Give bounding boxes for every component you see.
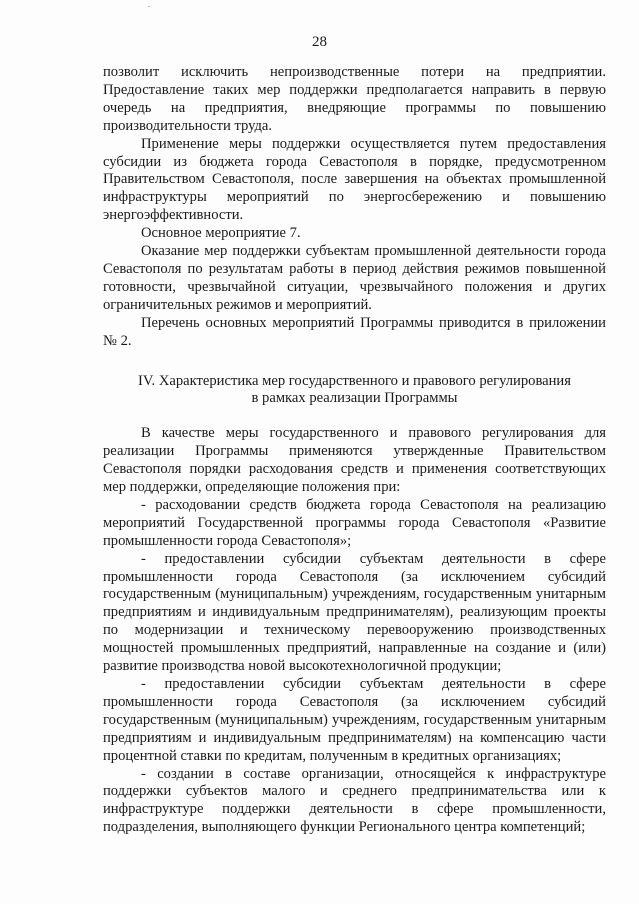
- section-heading: [103, 373, 606, 409]
- scan-mark: [148, 6, 150, 7]
- page-number: 28: [312, 34, 327, 50]
- paragraph-main-activity-7: Основное мероприятие 7.: [141, 225, 301, 242]
- paragraph-support-application: Применение меры поддержки осуществляется путем предоставления субсидии из бюджета города Севастополя в порядке, предусмотренном Правительством Севастополя, после завершения на объектах промышленной инфраструктуры мероприятий по энергосбережению и повышению энергоэффективности.: [103, 135, 606, 224]
- list-item-competence-center: - создании в составе организации, относящейся к инфраструктуре поддержки субъектов малого и среднего предпринимательства или к инфраструктуре поддержки деятельности в сфере промышленности, подразделения, выполняющего функции Регионального центра компетенций;: [103, 765, 606, 836]
- paragraph-regulation-intro: В качестве меры государственного и правового регулирования для реализации Программы применяются утвержденные Правительством Севастополя порядки расходования средств и применения соответствующих мер поддержки, определяющие положения при:: [103, 425, 606, 496]
- section-heading-line-2: в рамках реализации Программы: [251, 390, 458, 407]
- paragraph-continuation: позволит исключить непроизводственные потери на предприятии. Предоставление таких мер поддержки предполагается направить в первую очередь на предприятия, внедряющие программы по повышению производительности труда.: [103, 64, 606, 134]
- list-item-budget-spending: - расходовании средств бюджета города Севастополя на реализацию мероприятий Государственной программы города Севастополя «Развитие промышленности города Севастополя»;: [103, 496, 606, 549]
- page-body: [103, 64, 606, 837]
- section-heading-line-1: IV. Характеристика мер государственного и правового регулирования: [138, 372, 571, 389]
- list-item-modernization-subsidy: - предоставлении субсидии субъектам деятельности в сфере промышленности города Севастополя (за исключением субсидий государственным (муниципальным) учреждениям, государственным унитарным предприятиям и индивидуальным предпринимателям), реализующим проекты по модернизации и техническому перевооружению производственных мощностей промышленных предприятий, направленные на создание и (или) развитие производства новой высокотехнологичной продукции;: [103, 550, 606, 675]
- list-item-interest-subsidy: - предоставлении субсидии субъектам деятельности в сфере промышленности города Севастополя (за исключением субсидий государственным (муниципальным) учреждениям, государственным унитарным предприятиям и индивидуальным предпринимателям) на компенсацию части процентной ставки по кредитам, полученным в кредитных организациях;: [103, 676, 606, 764]
- paragraph-support-provision: Оказание мер поддержки субъектам промышленной деятельности города Севастополя по результатам работы в период действия режимов повышенной готовности, чрезвычайной ситуации, чрезвычайного положения и других ограничительных режимов и мероприятий.: [103, 243, 606, 313]
- paragraph-list-reference: Перечень основных мероприятий Программы приводится в приложении № 2.: [103, 314, 606, 349]
